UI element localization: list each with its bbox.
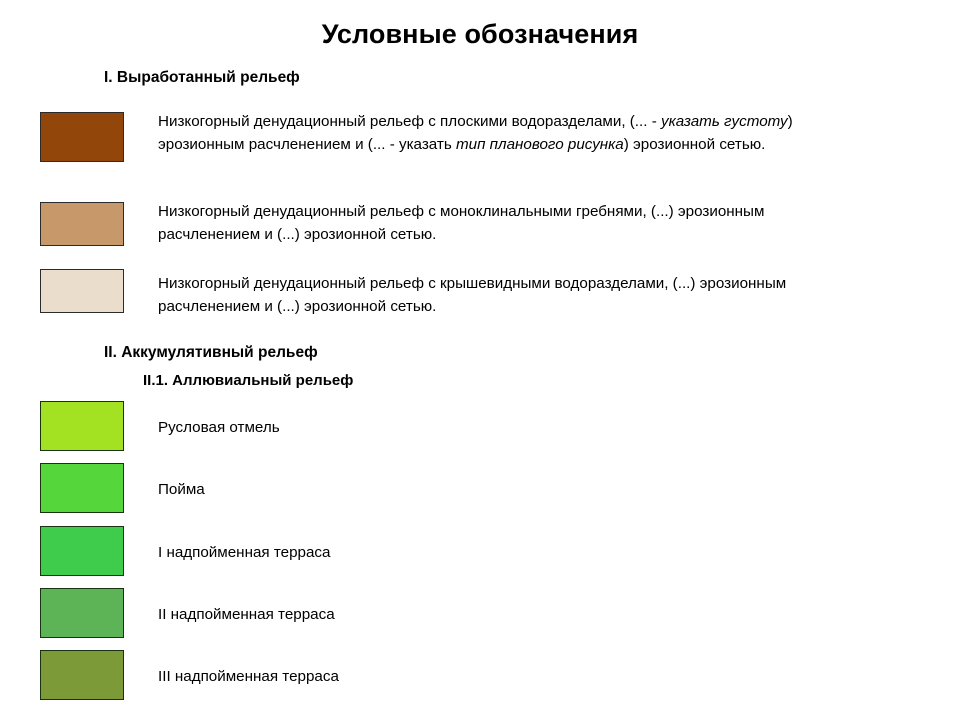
legend-label: II надпойменная терраса (158, 606, 335, 623)
section-heading-ii: II. Аккумулятивный рельеф (104, 344, 318, 361)
legend-swatch (40, 588, 124, 638)
legend-label: Низкогорный денудационный рельеф с моноклинальными гребнями, (...) эрозионным расчленением и (...) эрозионной сетью. (158, 203, 765, 244)
legend-swatch (40, 650, 124, 700)
legend-swatch (40, 202, 124, 246)
legend-swatch (40, 463, 124, 513)
legend-label: Низкогорный денудационный рельеф с плоскими водоразделами, (... - указать густоту) эрозионным расчленением и (... - указать тип планового рисунка) эрозионной сетью. (158, 113, 793, 154)
legend-label: III надпойменная терраса (158, 668, 339, 685)
legend-label: Пойма (158, 481, 205, 498)
legend-label: I надпойменная терраса (158, 544, 331, 561)
section-heading-ii-1: II.1. Аллювиальный рельеф (143, 372, 354, 389)
section-heading-i: I. Выработанный рельеф (104, 69, 300, 86)
legend-swatch (40, 401, 124, 451)
legend-label: Низкогорный денудационный рельеф с крышевидными водоразделами, (...) эрозионным расчленением и (...) эрозионной сетью. (158, 275, 787, 316)
page-title: Условные обозначения (321, 19, 639, 49)
legend-swatch (40, 112, 124, 162)
legend-label: Русловая отмель (158, 419, 280, 436)
legend-swatch (40, 526, 124, 576)
legend-swatch (40, 269, 124, 313)
